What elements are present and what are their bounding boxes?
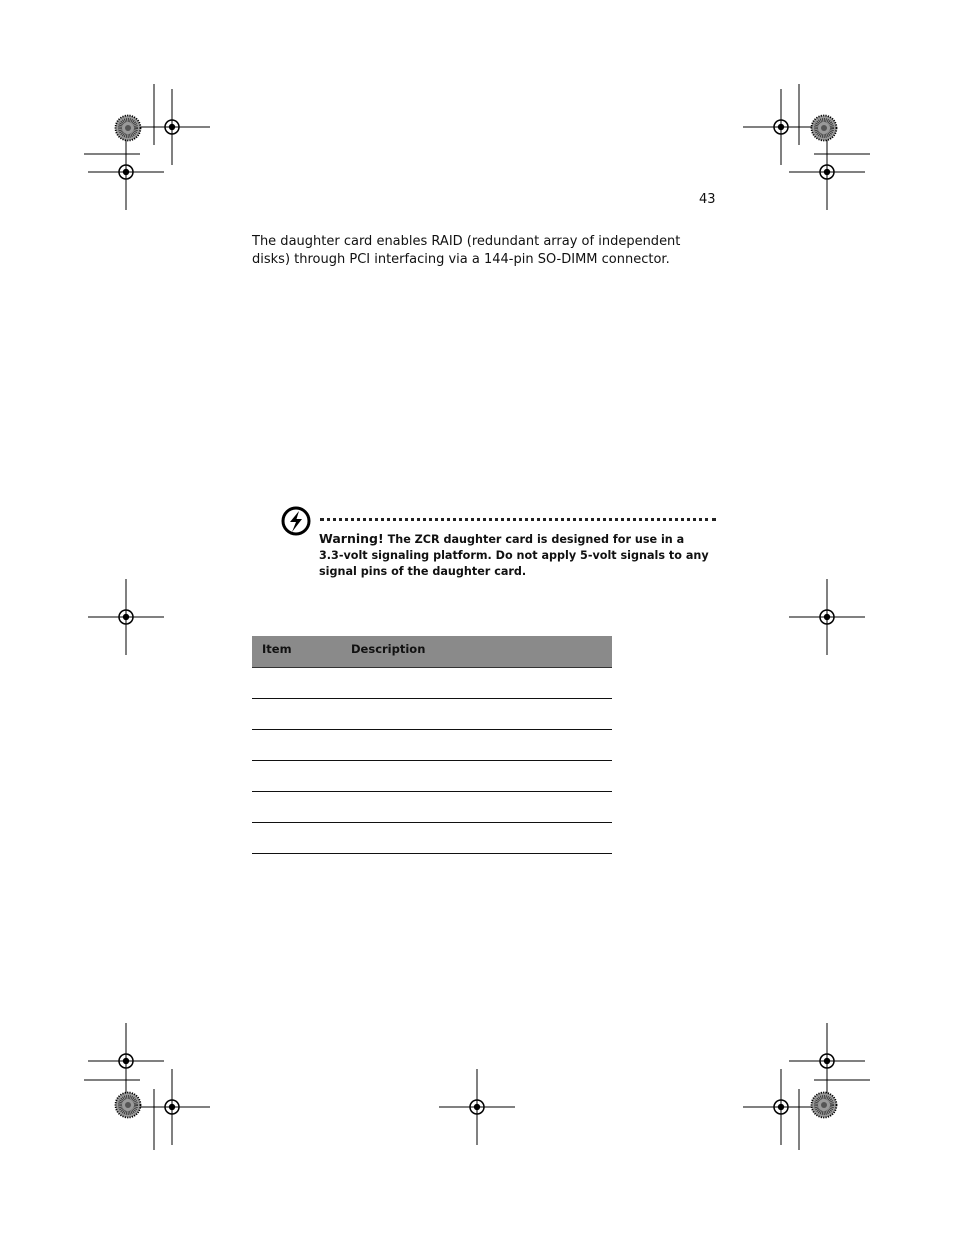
table-row bbox=[252, 730, 612, 761]
lightning-warning-icon bbox=[280, 505, 312, 537]
table-row bbox=[252, 761, 612, 792]
table-row bbox=[252, 699, 612, 730]
intro-paragraph: The daughter card enables RAID (redundant array of independent disks) through PCI interfacing via a 144-pin SO-DIMM connector. bbox=[252, 234, 681, 267]
column-header-item: Item bbox=[262, 642, 292, 656]
table-row bbox=[252, 668, 612, 699]
table-row bbox=[252, 792, 612, 823]
warning-body: The ZCR daughter card is designed for use in a 3.3-volt signaling platform. Do not apply 5-volt signals to any signal pins of the daughter card. bbox=[319, 533, 709, 578]
warning-note bbox=[319, 531, 709, 580]
column-header-description: Description bbox=[351, 642, 426, 656]
item-table bbox=[252, 636, 612, 854]
warning-divider bbox=[320, 518, 716, 521]
table-row bbox=[252, 823, 612, 854]
table-header bbox=[252, 636, 612, 668]
page-number: 43 bbox=[699, 192, 716, 207]
warning-label: Warning! bbox=[319, 531, 384, 546]
